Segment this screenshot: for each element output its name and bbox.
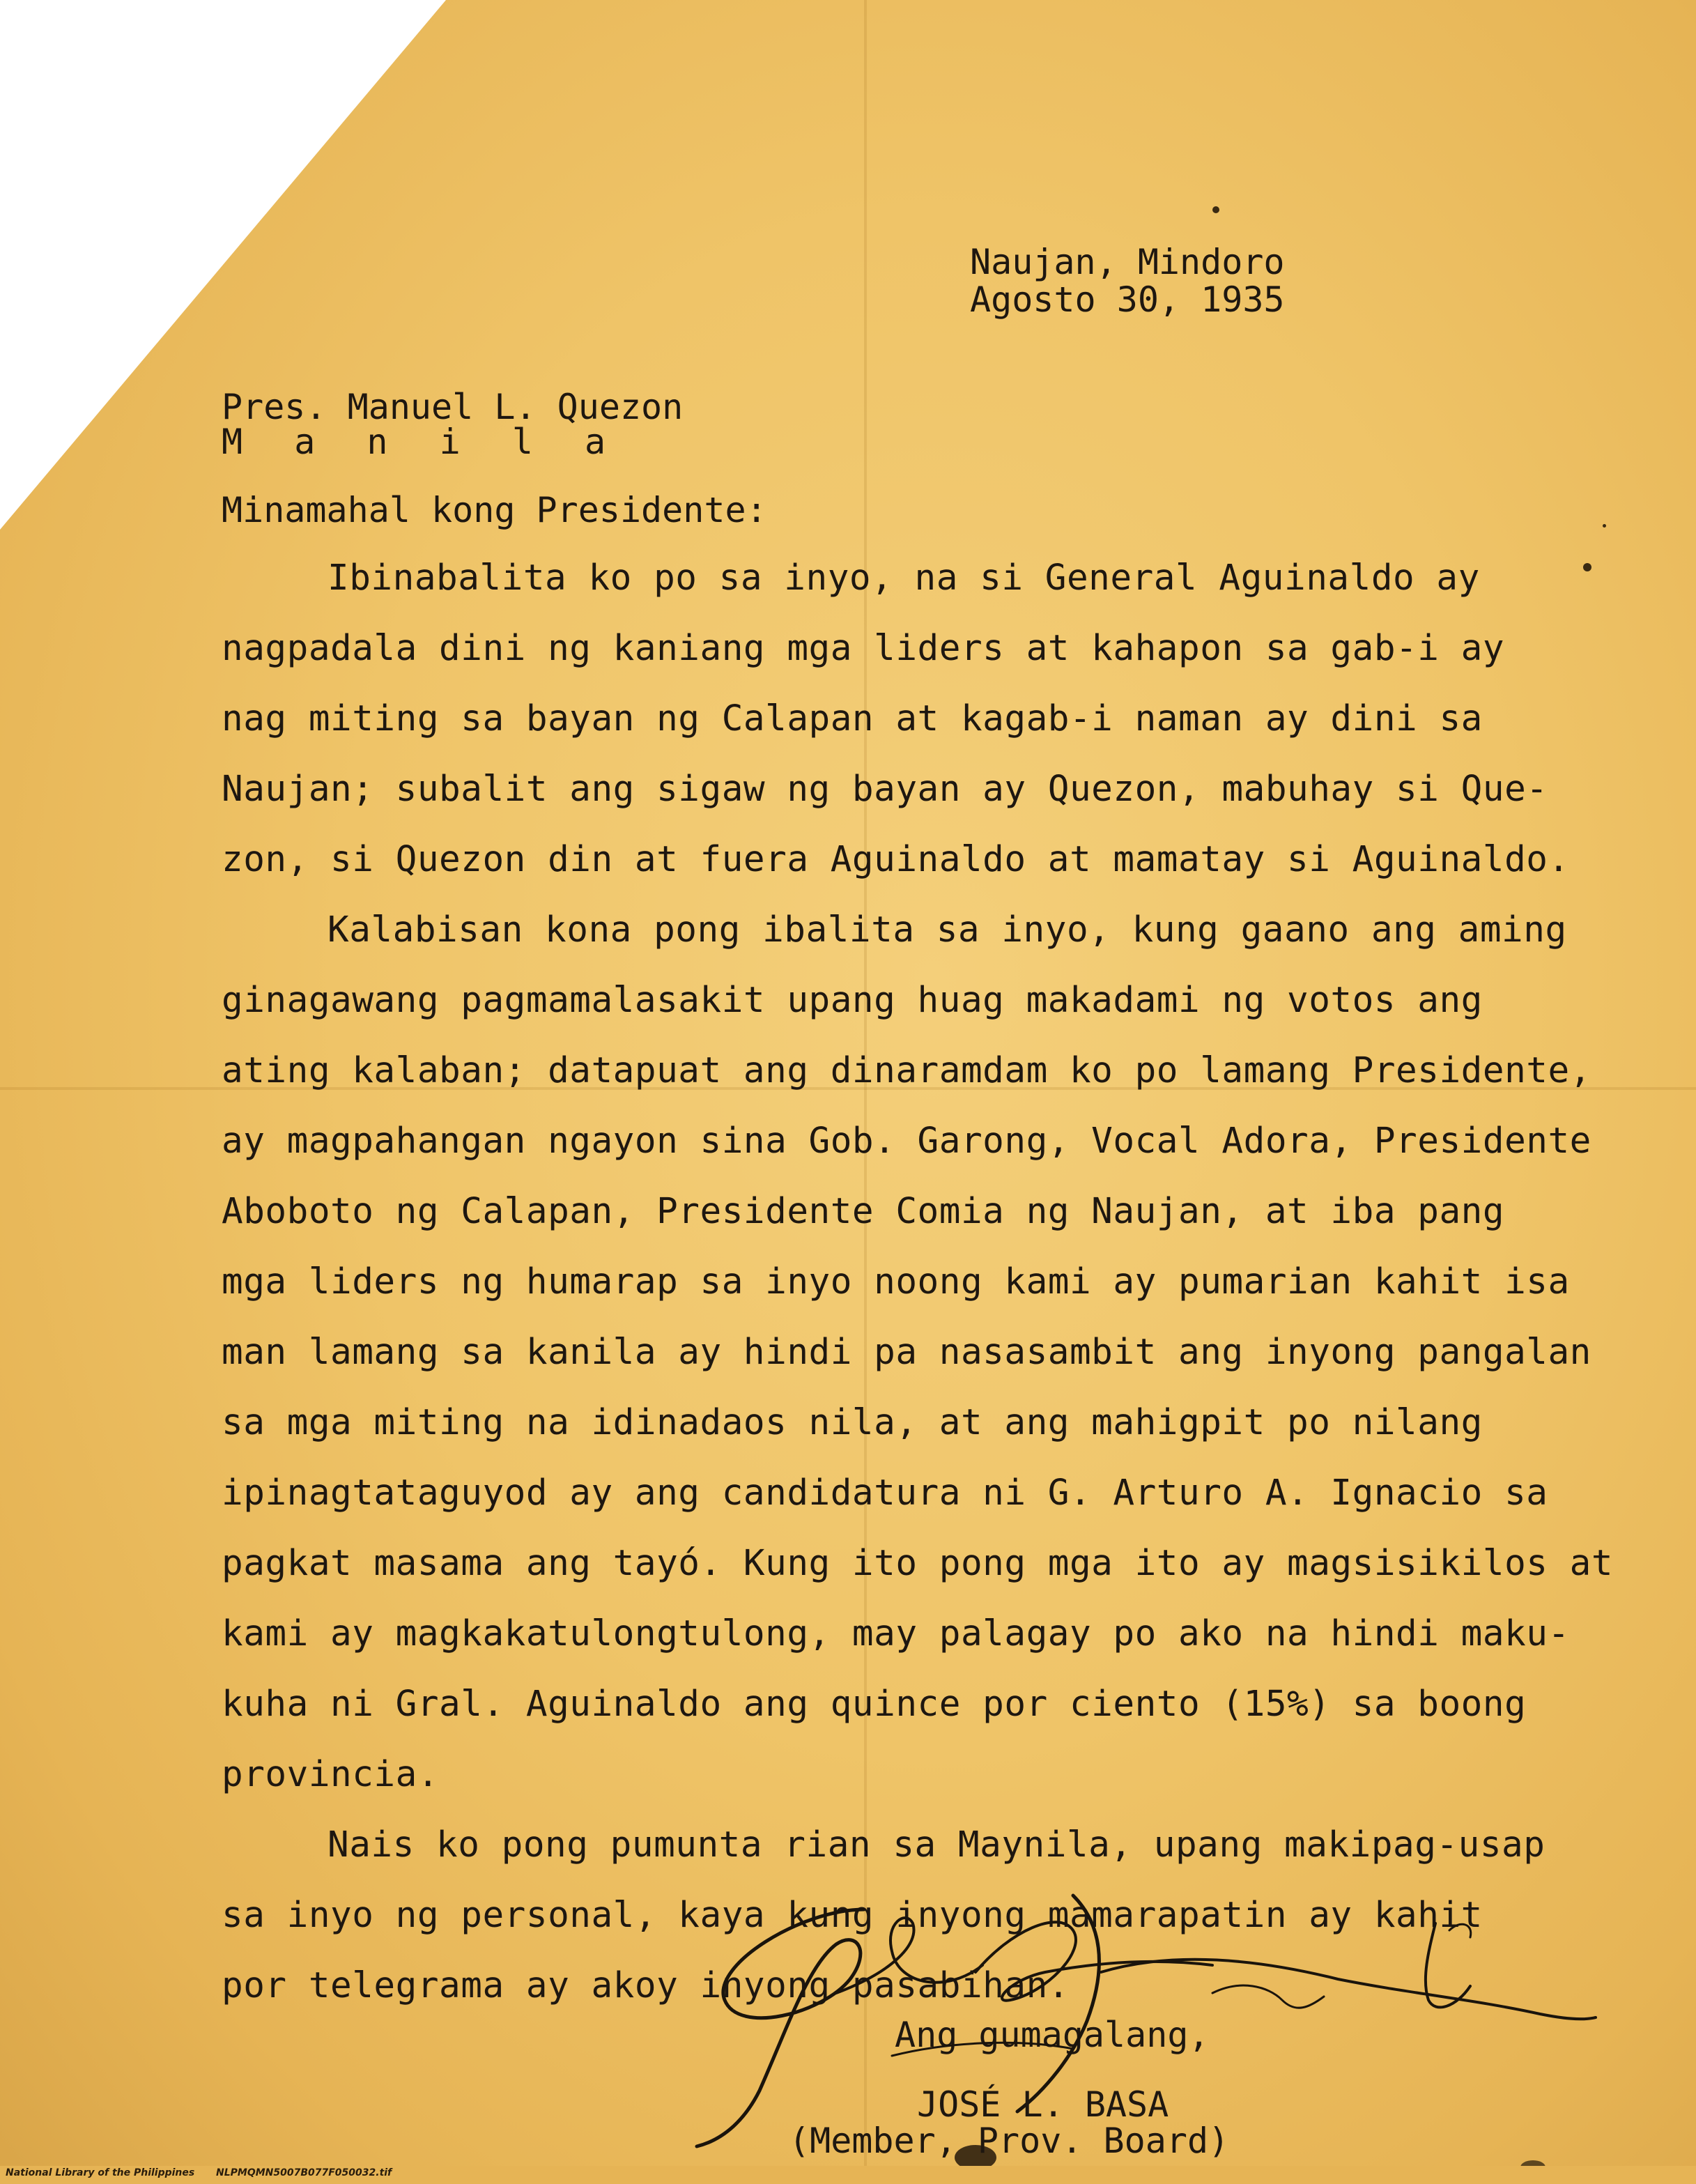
salutation: Minamahal kong Presidente: [222, 490, 767, 530]
recipient-city: M a n i l a [222, 422, 622, 462]
recipient-name: Pres. Manuel L. Quezon [222, 387, 684, 427]
ink-speck [1583, 563, 1591, 571]
body-line: mga liders ng humarap sa inyo noong kami ay pumarian kahit isa [222, 1261, 1570, 1302]
body-line: ginagawang pagmamalasakit upang huag makadami ng votos ang [222, 980, 1483, 1021]
signer-title: (Member, Prov. Board) [789, 2121, 1230, 2161]
body-line: zon, si Quezon din at fuera Aguinaldo at mamatay si Aguinaldo. [222, 839, 1570, 880]
body-line: sa inyo ng personal, kaya kung inyong mamarapatin ay kahit [222, 1895, 1483, 1936]
archive-file-code: NLPMQMN5007B077F050032.tif [216, 2167, 392, 2178]
archive-credit: National Library of the Philippines [6, 2167, 195, 2178]
body-line: ipinagtataguyod ay ang candidatura ni G. Arturo A. Ignacio sa [222, 1472, 1548, 1514]
ink-speck [1212, 206, 1219, 213]
body-line: kuha ni Gral. Aguinaldo ang quince por ciento (15%) sa boong [222, 1684, 1527, 1725]
body-line: Aboboto ng Calapan, Presidente Comia ng Naujan, at iba pang [222, 1191, 1505, 1232]
ink-speck [1603, 524, 1606, 528]
body-line: sa mga miting na idinadaos nila, at ang mahigpit po nilang [222, 1402, 1483, 1443]
body-line: Kalabisan kona pong ibalita sa inyo, kung gaano ang aming [327, 909, 1567, 951]
signer-name: JOSÉ L. BASA [917, 2084, 1169, 2125]
closing: Ang gumagalang, [895, 2015, 1210, 2055]
body-line: nagpadala dini ng kaniang mga liders at kahapon sa gab-i ay [222, 628, 1505, 669]
body-line: kami ay magkakatulongtulong, may palagay po ako na hindi maku- [222, 1613, 1570, 1654]
body-line: nag miting sa bayan ng Calapan at kagab-i naman ay dini sa [222, 698, 1483, 739]
body-line: man lamang sa kanila ay hindi pa nasasambit ang inyong pangalan [222, 1332, 1591, 1373]
letter-place: Naujan, Mindoro [970, 242, 1285, 282]
body-line: pagkat masama ang tayó. Kung ito pong mga ito ay magsisikilos at [222, 1543, 1614, 1584]
body-line: Nais ko pong pumunta rian sa Maynila, upang makipag-usap [327, 1824, 1545, 1866]
body-line: ay magpahangan ngayon sina Gob. Garong, Vocal Adora, Presidente [222, 1121, 1591, 1162]
body-line: por telegrama ay akoy inyong pasabihan. [222, 1965, 1070, 2006]
body-line: Naujan; subalit ang sigaw ng bayan ay Quezon, mabuhay si Que- [222, 769, 1548, 810]
body-line: provincia. [222, 1754, 440, 1795]
body-line: Ibinabalita ko po sa inyo, na si General Aguinaldo ay [327, 557, 1480, 599]
letter-date: Agosto 30, 1935 [970, 279, 1285, 320]
body-line: ating kalaban; datapuat ang dinaramdam ko po lamang Presidente, [222, 1050, 1591, 1091]
